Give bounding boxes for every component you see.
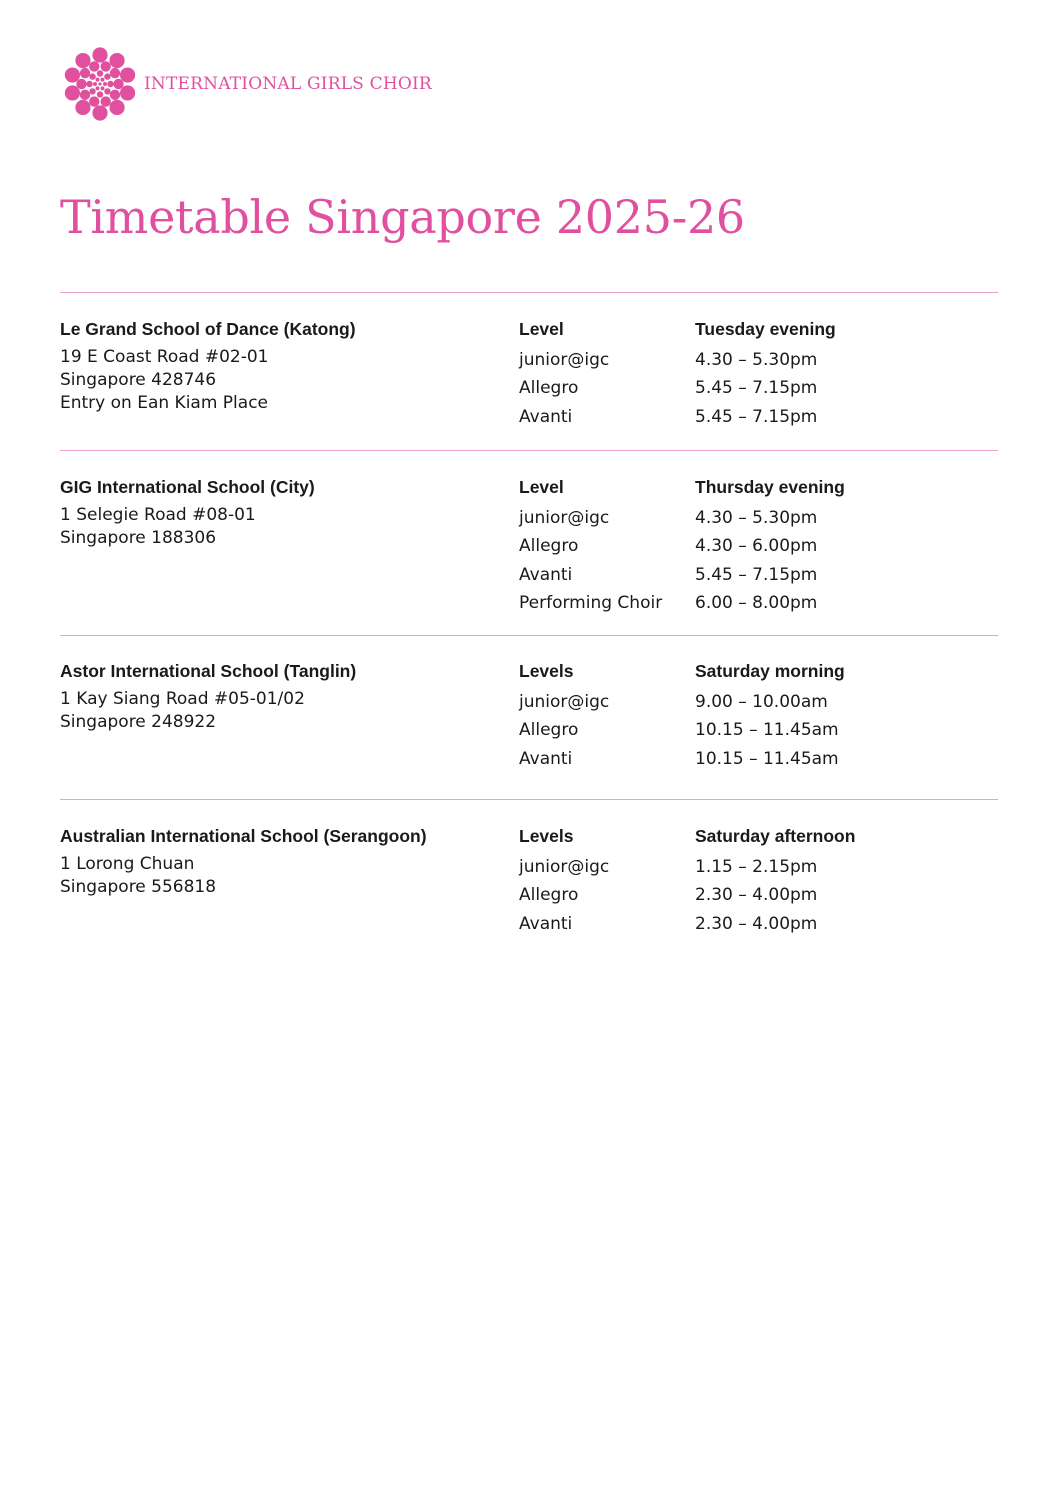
session-level: Avanti [519, 748, 573, 769]
session-level: Allegro [519, 720, 579, 741]
venue-address-line: Entry on Ean Kiam Place [60, 393, 269, 413]
venue-name: Australian International School (Serangoon) [60, 826, 427, 846]
venue-info [60, 660, 500, 734]
section-divider [60, 292, 998, 293]
session-time: 10.15 – 11.45am [695, 748, 839, 769]
session-time: 6.00 – 8.00pm [695, 592, 818, 613]
venue-address-line: 1 Lorong Chuan [60, 854, 195, 874]
time-header: Thursday evening [695, 477, 845, 497]
venue-address-line: Singapore 428746 [60, 370, 217, 390]
session-level: junior@igc [519, 508, 610, 528]
brand-name: INTERNATIONAL GIRLS CHOIR [144, 74, 432, 94]
session-level: Allegro [519, 536, 579, 557]
section-divider [60, 799, 998, 800]
session-time: 1.15 – 2.15pm [695, 857, 818, 877]
session-level: junior@igc [519, 857, 610, 877]
choir-flower-logo-icon [62, 46, 138, 122]
level-column [519, 318, 689, 431]
session-time: 4.30 – 6.00pm [695, 536, 818, 557]
session-time: 9.00 – 10.00am [695, 692, 828, 712]
session-time: 4.30 – 5.30pm [695, 350, 818, 370]
time-header: Tuesday evening [695, 319, 836, 339]
section-divider [60, 450, 998, 451]
venue-name: Le Grand School of Dance (Katong) [60, 319, 356, 339]
session-level: Avanti [519, 564, 573, 585]
level-header: Level [519, 319, 564, 339]
session-level: Avanti [519, 406, 573, 427]
venue-address-line: 1 Selegie Road #08-01 [60, 505, 256, 525]
session-time: 4.30 – 5.30pm [695, 508, 818, 528]
session-time: 2.30 – 4.00pm [695, 913, 818, 934]
session-time: 2.30 – 4.00pm [695, 885, 818, 906]
session-level: junior@igc [519, 692, 610, 712]
session-level: Allegro [519, 378, 579, 399]
venue-info [60, 476, 500, 550]
session-level: Allegro [519, 885, 579, 906]
session-level: junior@igc [519, 350, 610, 370]
time-column [695, 825, 995, 938]
venue-info [60, 318, 500, 415]
venue-address-line: Singapore 556818 [60, 877, 217, 897]
session-time: 5.45 – 7.15pm [695, 378, 818, 399]
venue-name: Astor International School (Tanglin) [60, 661, 357, 681]
level-column [519, 476, 689, 617]
time-header: Saturday afternoon [695, 826, 856, 846]
session-time: 10.15 – 11.45am [695, 720, 839, 741]
venue-address-line: Singapore 248922 [60, 712, 217, 732]
section-divider [60, 635, 998, 636]
time-column [695, 476, 995, 617]
venue-info [60, 825, 500, 899]
session-time: 5.45 – 7.15pm [695, 406, 818, 427]
time-column [695, 318, 995, 431]
level-header: Levels [519, 826, 574, 846]
brand-logo [62, 46, 432, 122]
venue-name: GIG International School (City) [60, 477, 315, 497]
level-column [519, 825, 689, 938]
venue-address-line: 1 Kay Siang Road #05-01/02 [60, 689, 305, 709]
session-level: Avanti [519, 913, 573, 934]
time-column [695, 660, 995, 773]
venue-address-line: 19 E Coast Road #02-01 [60, 347, 269, 367]
page-title: Timetable Singapore 2025-26 [60, 190, 745, 244]
session-level: Performing Choir [519, 592, 663, 613]
session-time: 5.45 – 7.15pm [695, 564, 818, 585]
time-header: Saturday morning [695, 661, 845, 681]
level-header: Level [519, 477, 564, 497]
level-column [519, 660, 689, 773]
venue-address-line: Singapore 188306 [60, 528, 217, 548]
level-header: Levels [519, 661, 574, 681]
